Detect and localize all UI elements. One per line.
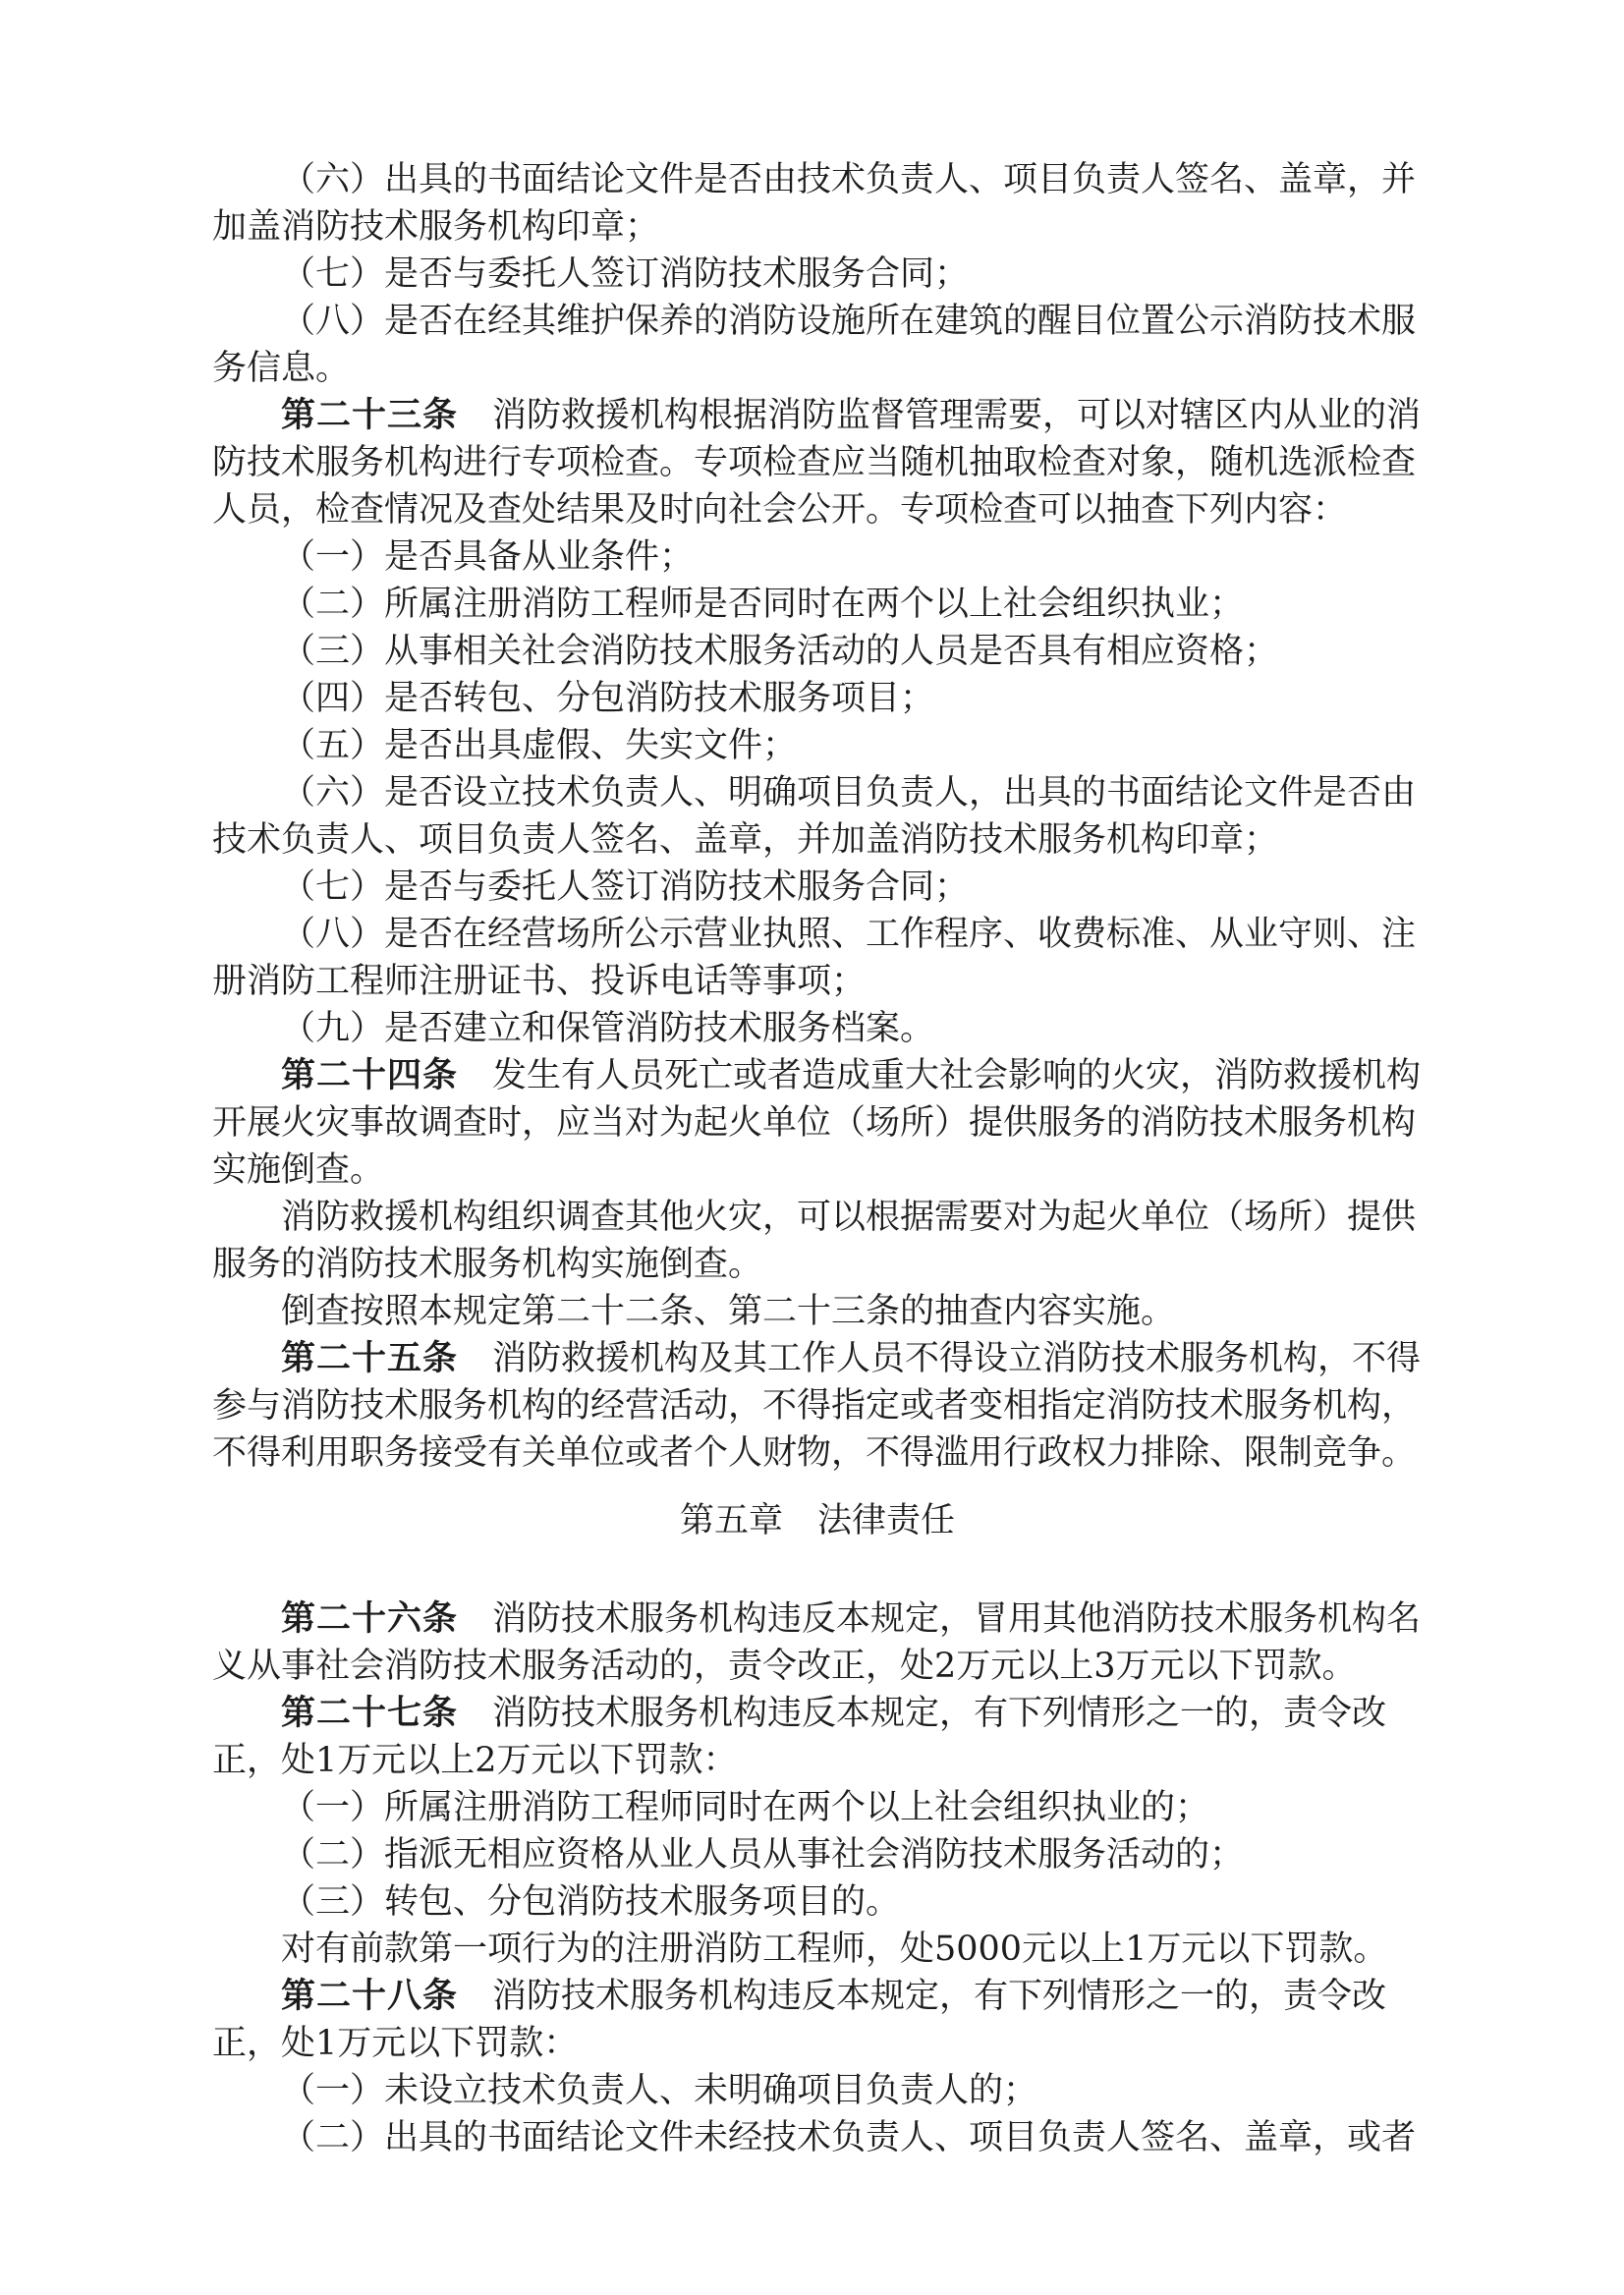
text-line: （四）是否转包、分包消防技术服务项目； — [281, 679, 935, 718]
text-line: 义从事社会消防技术服务活动的，责令改正，处2万元以上3万元以下罚款。 — [212, 1647, 1357, 1686]
text-line: 第二十四条 发生有人员死亡或者造成重大社会影响的火灾，消防救援机构 — [281, 1056, 1422, 1095]
text-line: （二）指派无相应资格从业人员从事社会消防技术服务活动的； — [281, 1835, 1245, 1875]
text-line: 第二十五条 消防救援机构及其工作人员不得设立消防技术服务机构，不得 — [281, 1339, 1422, 1378]
article-number: 第二十八条 — [281, 1977, 459, 2016]
text-line: 开展火灾事故调查时，应当对为起火单位（场所）提供服务的消防技术服务机构 — [212, 1103, 1417, 1143]
text-line: 正，处1万元以下罚款： — [212, 2024, 579, 2063]
text-line: （一）未设立技术负责人、未明确项目负责人的； — [281, 2071, 1038, 2110]
text-line: （六）出具的书面结论文件是否由技术负责人、项目负责人签名、盖章，并 — [281, 160, 1417, 199]
article-number: 第二十六条 — [281, 1599, 459, 1639]
article-number: 第二十三条 — [281, 396, 459, 435]
text-line: （七）是否与委托人签订消防技术服务合同； — [281, 868, 970, 907]
text-line: 消防救援机构组织调查其他火灾，可以根据需要对为起火单位（场所）提供 — [281, 1198, 1417, 1237]
text-line: （一）是否具备从业条件； — [281, 537, 695, 577]
text-line: 册消防工程师注册证书、投诉电话等事项； — [212, 962, 867, 1001]
text-line: 参与消防技术服务机构的经营活动，不得指定或者变相指定消防技术服务机构， — [212, 1386, 1417, 1426]
text-line: （一）所属注册消防工程师同时在两个以上社会组织执业的； — [281, 1788, 1210, 1827]
text-line: 人员，检查情况及查处结果及时向社会公开。专项检查可以抽查下列内容： — [212, 490, 1348, 530]
article-number: 第二十四条 — [281, 1056, 459, 1095]
document-body — [212, 156, 1423, 2161]
text-line: （三）转包、分包消防技术服务项目的。 — [281, 1882, 901, 1922]
text-line: 第二十七条 消防技术服务机构违反本规定，有下列情形之一的，责令改 — [281, 1694, 1387, 1733]
text-line: 倒查按照本规定第二十二条、第二十三条的抽查内容实施。 — [281, 1292, 1176, 1331]
text-line: （九）是否建立和保管消防技术服务档案。 — [281, 1009, 935, 1048]
article-number: 第二十七条 — [281, 1694, 459, 1733]
text-line: 不得利用职务接受有关单位或者个人财物，不得滥用行政权力排除、限制竞争。 — [212, 1433, 1417, 1473]
text-line: （二）所属注册消防工程师是否同时在两个以上社会组织执业； — [281, 585, 1245, 624]
text-line: 实施倒查。 — [212, 1150, 385, 1190]
text-line: （六）是否设立技术负责人、明确项目负责人，出具的书面结论文件是否由 — [281, 773, 1417, 812]
text-line: （二）出具的书面结论文件未经技术负责人、项目负责人签名、盖章，或者 — [281, 2118, 1417, 2157]
text-line: 服务的消防技术服务机构实施倒查。 — [212, 1245, 763, 1284]
text-line: （五）是否出具虚假、失实文件； — [281, 726, 798, 765]
text-line: 第二十八条 消防技术服务机构违反本规定，有下列情形之一的，责令改 — [281, 1977, 1387, 2016]
text-line: 第二十六条 消防技术服务机构违反本规定，冒用其他消防技术服务机构名 — [281, 1599, 1422, 1639]
chapter-heading: 第五章 法律责任 — [679, 1501, 955, 1540]
text-line: 对有前款第一项行为的注册消防工程师，处5000元以上1万元以下罚款。 — [281, 1930, 1388, 1969]
text-line: 正，处1万元以上2万元以下罚款： — [212, 1741, 738, 1780]
text-line: 技术负责人、项目负责人签名、盖章，并加盖消防技术服务机构印章； — [212, 820, 1279, 860]
text-line: （七）是否与委托人签订消防技术服务合同； — [281, 254, 970, 294]
text-line: 加盖消防技术服务机构印章； — [212, 207, 660, 247]
article-number: 第二十五条 — [281, 1339, 459, 1378]
text-line: 务信息。 — [212, 349, 351, 388]
text-line: 防技术服务机构进行专项检查。专项检查应当随机抽取检查对象，随机选派检查 — [212, 443, 1417, 482]
text-line: （八）是否在经营场所公示营业执照、工作程序、收费标准、从业守则、注 — [281, 915, 1417, 954]
text-line: （八）是否在经其维护保养的消防设施所在建筑的醒目位置公示消防技术服 — [281, 302, 1417, 341]
text-line: 第二十三条 消防救援机构根据消防监督管理需要，可以对辖区内从业的消 — [281, 396, 1422, 435]
text-line: （三）从事相关社会消防技术服务活动的人员是否具有相应资格； — [281, 632, 1279, 671]
